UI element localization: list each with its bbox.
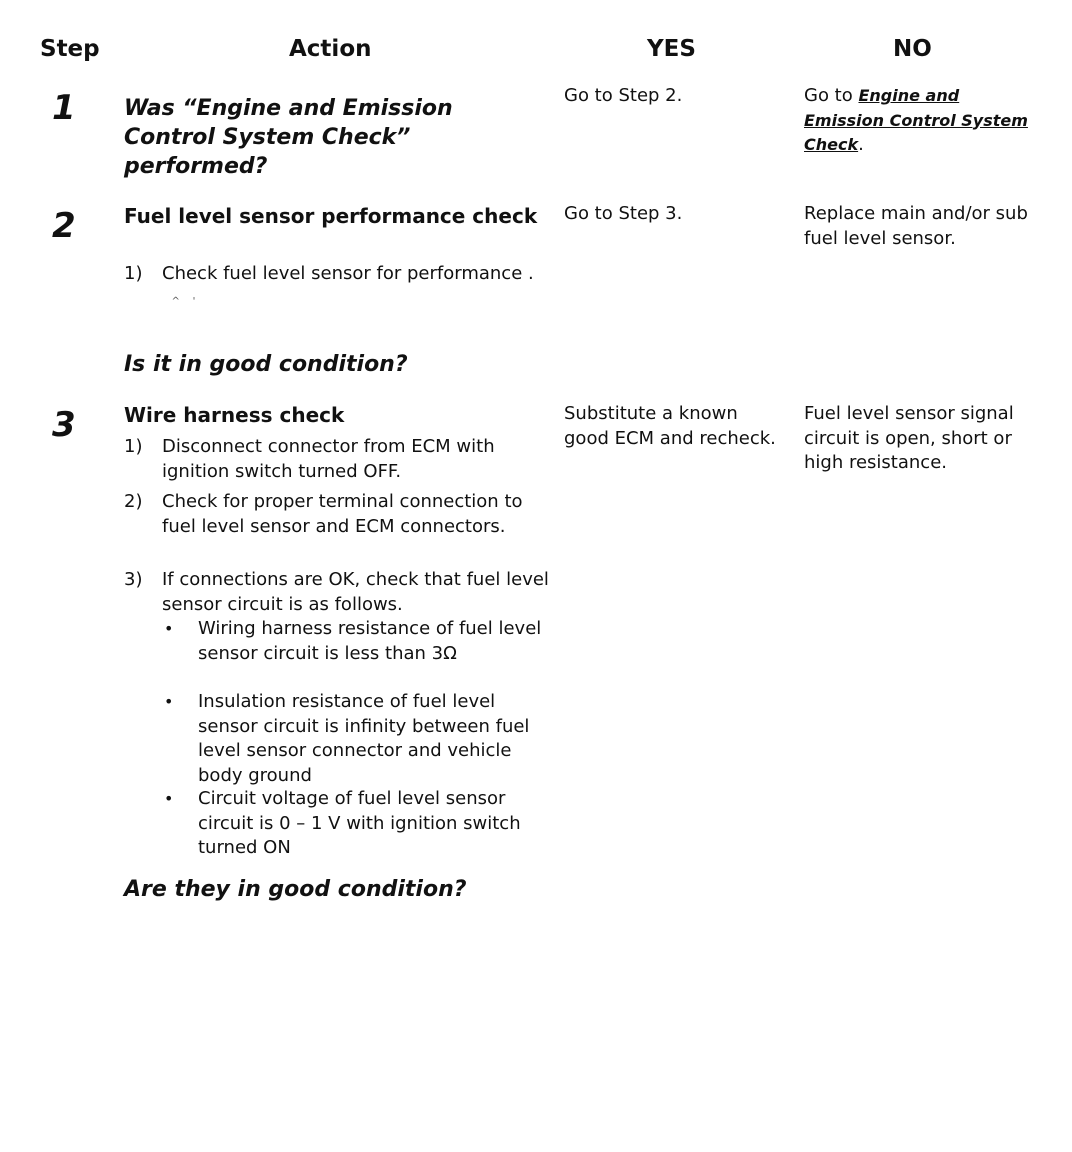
header-no: NO bbox=[893, 36, 932, 62]
step-3-item-2-num: 2) bbox=[124, 491, 143, 512]
step-2-item-1-num: 1) bbox=[124, 263, 143, 284]
faint-marks: ^ ' bbox=[162, 295, 196, 307]
header-yes: YES bbox=[647, 36, 696, 62]
step-3-bullet-1-text: Wiring harness resistance of fuel level sensor circuit is less than 3Ω bbox=[198, 618, 542, 664]
step-1-no-suffix: . bbox=[858, 134, 864, 155]
step-3-item-3-num: 3) bbox=[124, 569, 143, 590]
step-2-item-1-text: Check fuel level sensor for performance . bbox=[162, 263, 534, 284]
header-action: Action bbox=[289, 36, 372, 62]
step-2-yes: Go to Step 3. bbox=[564, 203, 683, 224]
step-3-item-1-num: 1) bbox=[124, 436, 143, 457]
step-3-title: Wire harness check bbox=[124, 403, 345, 427]
step-3-item-1 bbox=[124, 435, 549, 484]
step-3-bullet-2-text: Insulation resistance of fuel level sensor circuit is infinity between fuel level sensor connector and vehicle body ground bbox=[198, 691, 530, 786]
bullet-dot: • bbox=[164, 619, 174, 638]
step-3-bullet-3 bbox=[162, 787, 552, 861]
engine-emission-check-link[interactable]: Engine and Emission Control System Check bbox=[804, 86, 1028, 154]
step-2-question: Is it in good condition? bbox=[124, 352, 408, 377]
step-2-item-1 bbox=[124, 262, 549, 318]
step-2-no: Replace main and/or sub fuel level sensor. bbox=[804, 203, 1028, 249]
step-1-no-prefix: Go to bbox=[804, 85, 859, 106]
step-number-3: 3 bbox=[52, 405, 76, 445]
step-3-no: Fuel level sensor signal circuit is open, short or high resistance. bbox=[804, 403, 1014, 473]
step-3-yes: Substitute a known good ECM and recheck. bbox=[564, 403, 776, 449]
header-step: Step bbox=[40, 36, 100, 62]
step-3-item-1-text: Disconnect connector from ECM with ignition switch turned OFF. bbox=[162, 436, 495, 482]
step-2-title: Fuel level sensor performance check bbox=[124, 204, 538, 228]
step-3-bullet-2 bbox=[162, 690, 552, 788]
step-1-yes: Go to Step 2. bbox=[564, 85, 683, 106]
step-3-bullet-1 bbox=[162, 617, 552, 666]
step-1-no bbox=[804, 84, 1044, 158]
step-number-2: 2 bbox=[52, 206, 76, 246]
step-3-bullet-3-text: Circuit voltage of fuel level sensor circuit is 0 – 1 V with ignition switch turned ON bbox=[198, 788, 521, 858]
step-1-title: Was “Engine and Emission Control System Check” performed? bbox=[124, 96, 453, 179]
step-3-item-3 bbox=[124, 568, 549, 617]
step-3-item-2-text: Check for proper terminal connection to fuel level sensor and ECM connectors. bbox=[162, 491, 523, 537]
bullet-dot: • bbox=[164, 692, 174, 711]
step-3-item-2 bbox=[124, 490, 549, 539]
step-number-1: 1 bbox=[52, 88, 76, 128]
step-3-question: Are they in good condition? bbox=[124, 877, 467, 902]
bullet-dot: • bbox=[164, 789, 174, 808]
step-3-item-3-text: If connections are OK, check that fuel level sensor circuit is as follows. bbox=[162, 569, 549, 615]
